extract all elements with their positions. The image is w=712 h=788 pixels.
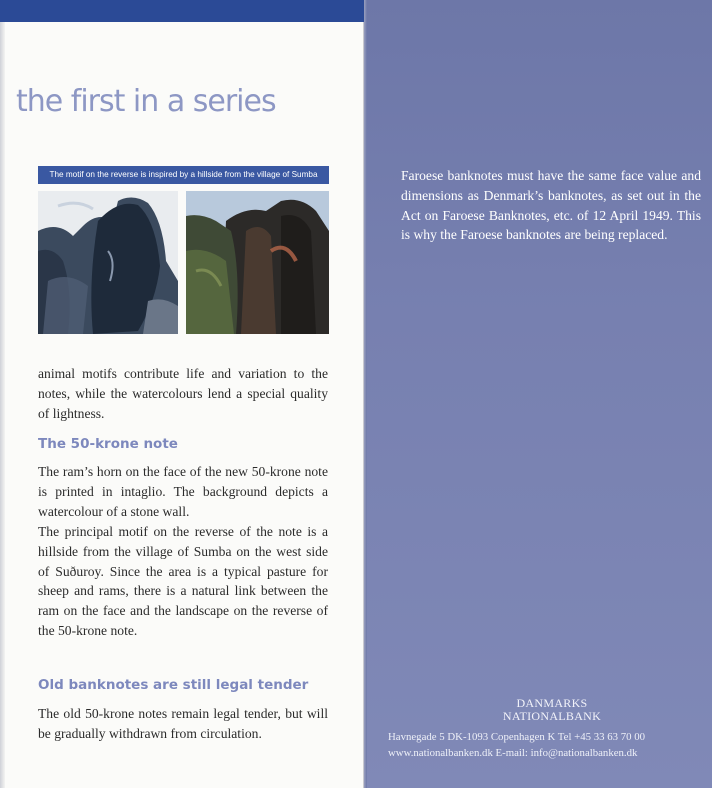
bank-name-line-1: DANMARKS — [516, 696, 588, 710]
legal-tender-paragraph: The old 50-krone notes remain legal tender, but will be gradually withdrawn from circulation. — [38, 706, 328, 741]
watercolour-hillside-image — [38, 191, 178, 334]
top-color-bar — [0, 0, 364, 22]
face-description-paragraph: The ram’s horn on the face of the new 50-krone note is printed in intaglio. The background depicts a watercolour of a stone wall. — [38, 464, 328, 519]
bank-name — [496, 697, 608, 723]
bank-name-line-2: NATIONALBANK — [502, 709, 602, 723]
address-line: Havnegade 5 DK-1093 Copenhagen K Tel +45 33 63 70 00 — [388, 731, 646, 743]
reverse-description-paragraph: The principal motif on the reverse of the note is a hillside from the village of Sumba on the west side of Suðuroy. Since the area is a typical pasture for sheep and rams, there is a natural link between the ram on the face and the landscape on the reverse of the 50-krone note. — [38, 524, 328, 638]
page-edge-shadow — [0, 22, 5, 788]
subhead-50-krone-note: The 50-krone note — [38, 436, 178, 452]
web-email-line: www.nationalbanken.dk E-mail: info@nationalbanken.dk — [388, 747, 638, 759]
intro-paragraph: animal motifs contribute life and variation to the notes, while the watercolours lend a special quality of lightness. — [38, 366, 328, 421]
subhead-legal-tender: Old banknotes are still legal tender — [38, 677, 309, 693]
right-page — [365, 0, 712, 788]
fold-edge — [364, 0, 367, 788]
page-headline: the first in a series — [16, 84, 276, 119]
photo-caption: The motif on the reverse is inspired by a hillside from the village of Sumba — [38, 166, 329, 184]
replacement-paragraph: Faroese banknotes must have the same face value and dimensions as Denmark’s banknotes, as set out in the Act on Faroese Banknotes, etc. of 12 April 1949. This is why the Faroese banknotes are being replaced. — [401, 168, 701, 243]
hillside-photo — [186, 191, 329, 334]
